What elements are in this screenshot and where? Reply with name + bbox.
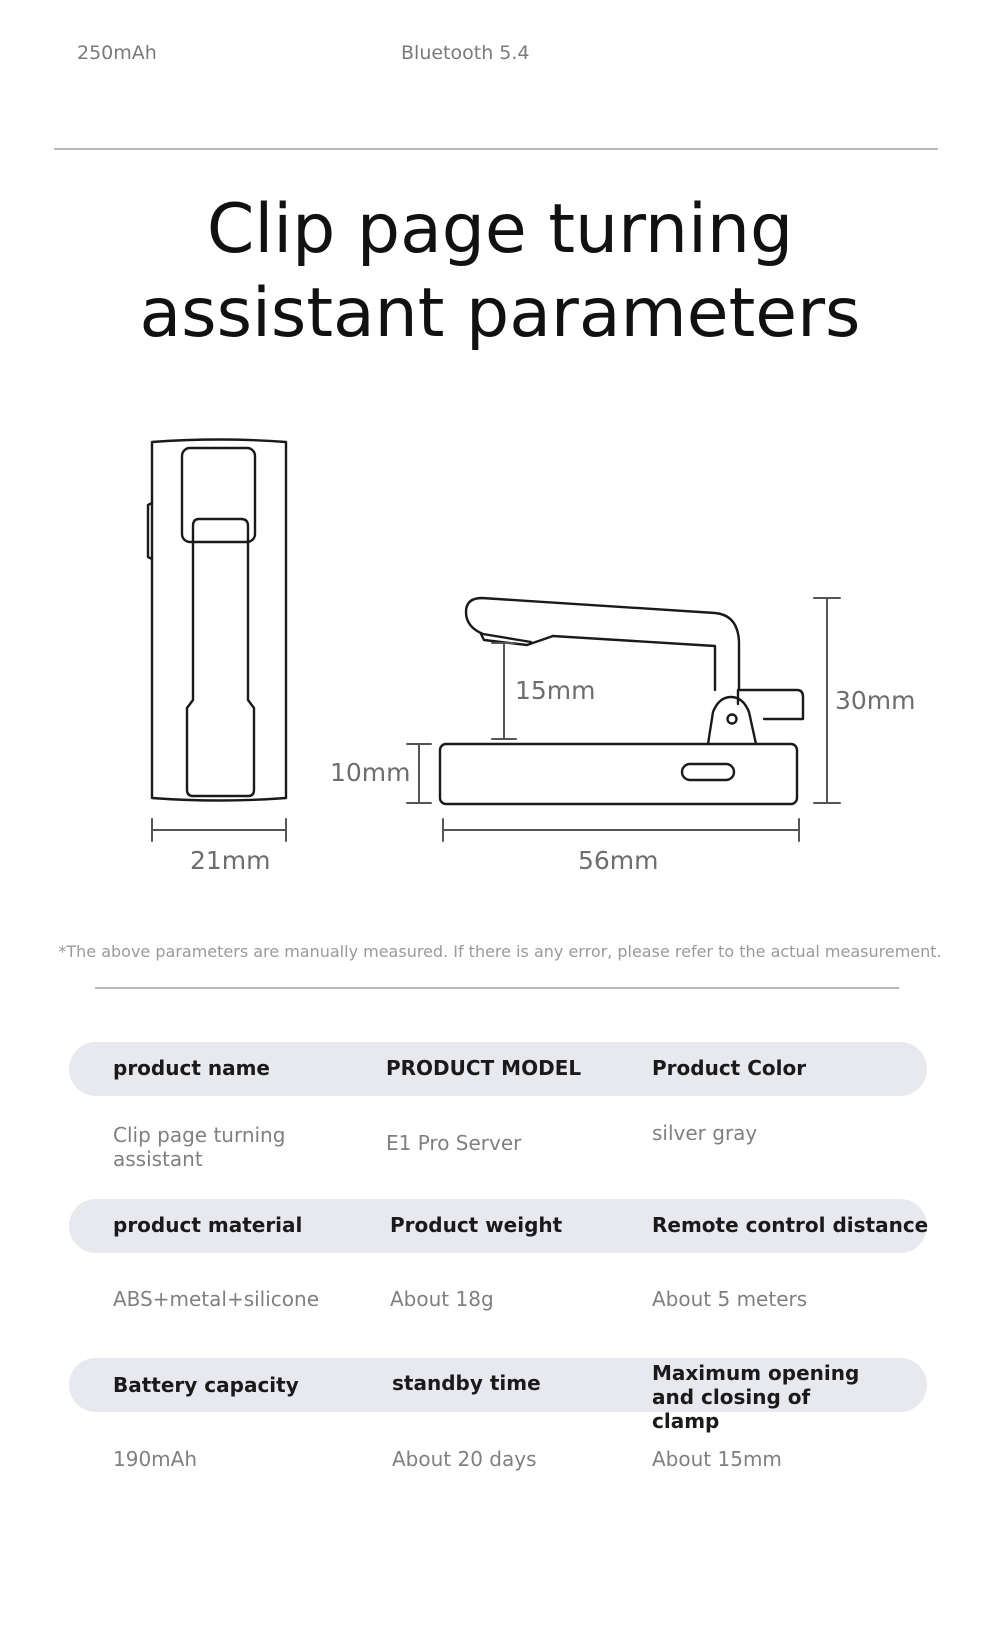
- spec-value-product-color: silver gray: [652, 1121, 758, 1145]
- dimension-label-length: 56mm: [578, 846, 659, 875]
- spec-value-remote-distance: About 5 meters: [652, 1287, 808, 1311]
- spec-header-product-material: product material: [113, 1213, 303, 1237]
- body-height-dimension-line: [407, 744, 431, 803]
- spec-header-clamp-opening: Maximum opening and closing of clamp: [652, 1361, 860, 1433]
- spec-value-battery-capacity: 190mAh: [113, 1447, 198, 1471]
- top-spec-battery: 250mAh: [77, 42, 157, 64]
- dimension-label-body-height: 10mm: [330, 758, 411, 787]
- dimension-label-width: 21mm: [190, 846, 271, 875]
- spec-value-product-model: E1 Pro Server: [386, 1131, 522, 1155]
- spec-header-product-model: PRODUCT MODEL: [386, 1056, 582, 1080]
- spec-header-product-color: Product Color: [652, 1056, 807, 1080]
- spec-header-product-weight: Product weight: [390, 1213, 563, 1237]
- clamp-opening-dimension-line: [492, 643, 516, 739]
- top-spec-bluetooth: Bluetooth 5.4: [401, 42, 530, 64]
- dimension-label-clamp-opening: 15mm: [515, 676, 596, 705]
- spec-header-battery-capacity: Battery capacity: [113, 1373, 299, 1397]
- page-title-line-2: assistant parameters: [139, 274, 861, 353]
- spec-value-product-name: Clip page turning assistant: [113, 1123, 286, 1171]
- spec-value-product-weight: About 18g: [390, 1287, 494, 1311]
- page-title-line-1: Clip page turning: [206, 190, 794, 269]
- spec-header-standby-time: standby time: [392, 1371, 541, 1395]
- spec-header-product-name: product name: [113, 1056, 270, 1080]
- side-view-outline: [440, 598, 803, 804]
- spec-header-remote-distance: Remote control distance: [652, 1213, 929, 1237]
- front-view-outline: [148, 440, 286, 801]
- spec-value-standby-time: About 20 days: [392, 1447, 537, 1471]
- front-width-dimension-line: [152, 819, 286, 841]
- spec-value-product-material: ABS+metal+silicone: [113, 1287, 320, 1311]
- dimension-label-total-height: 30mm: [835, 686, 916, 715]
- divider-bottom: [95, 987, 899, 989]
- measurement-note: *The above parameters are manually measured. If there is any error, please refer to the actual measurement.: [58, 942, 942, 961]
- spec-value-clamp-opening: About 15mm: [652, 1447, 782, 1471]
- side-length-dimension-line: [443, 819, 799, 841]
